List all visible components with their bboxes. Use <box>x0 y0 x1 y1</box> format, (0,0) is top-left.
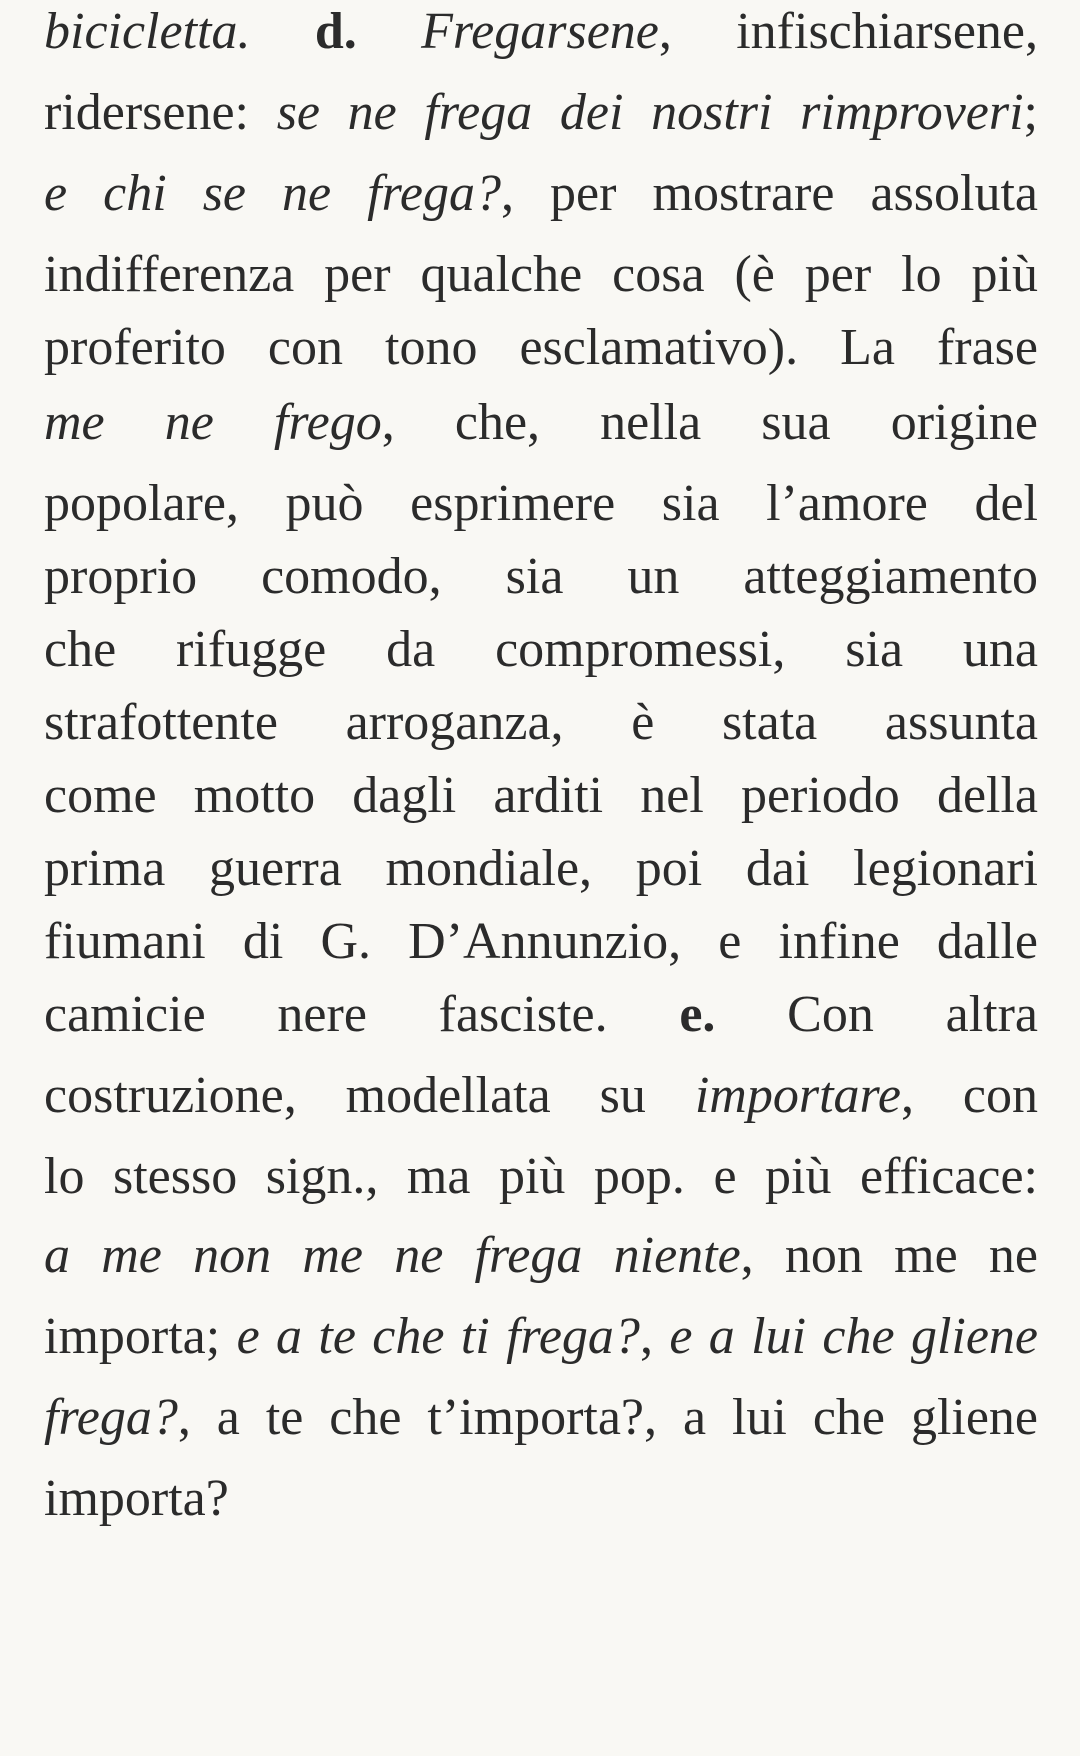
text-run: indifferenza per qualche cosa (è per lo più <box>44 246 1038 303</box>
text-run: ridersene: <box>44 84 277 141</box>
text-line <box>44 246 1038 303</box>
text-line <box>44 840 1038 897</box>
example-italic: e a te che ti frega? <box>236 1308 640 1365</box>
text-line <box>44 84 1038 141</box>
text-run: , <box>639 1308 670 1365</box>
example-italic: e a lui che gliene <box>669 1308 1038 1365</box>
text-run: camicie nere fasciste. <box>44 986 680 1043</box>
text-line <box>44 394 1038 451</box>
text-run: , infischiarsene, <box>658 3 1038 60</box>
example-italic: frega? <box>44 1389 178 1446</box>
text-line <box>44 475 1038 532</box>
sense-marker: d. <box>314 3 357 60</box>
example-italic: e chi se ne frega? <box>44 165 502 222</box>
text-run: prima guerra mondiale, poi dai legionari <box>44 840 1038 897</box>
text-run: , con <box>900 1067 1038 1124</box>
text-run: , che, nella sua origine <box>381 394 1038 451</box>
text-line <box>44 986 1038 1043</box>
text-run: importa? <box>44 1470 229 1527</box>
text-run: proferito con tono esclamativo). La frase <box>44 319 1038 376</box>
text-run <box>357 3 421 60</box>
text-run: Con altra <box>715 986 1038 1043</box>
text-line <box>44 694 1038 751</box>
text-run: ; <box>1023 84 1038 141</box>
text-line <box>44 1470 1038 1527</box>
example-italic: me ne frego <box>44 394 382 451</box>
headword-italic: Fregarsene <box>421 3 659 60</box>
example-italic: bicicletta. <box>44 3 251 60</box>
text-line <box>44 913 1038 970</box>
text-run: fiumani di G. D’Annunzio, e infine dalle <box>44 913 1038 970</box>
text-line <box>44 1389 1038 1446</box>
text-run: strafottente arroganza, è stata assunta <box>44 694 1038 751</box>
example-italic: se ne frega dei nostri rimproveri <box>276 84 1024 141</box>
text-run: , per mostrare assoluta <box>501 165 1038 222</box>
text-line <box>44 548 1038 605</box>
text-line <box>44 1227 1038 1284</box>
text-run: , a te che t’importa?, a lui che gliene <box>177 1389 1038 1446</box>
sense-marker: e. <box>679 986 716 1043</box>
text-run: che rifugge da compromessi, sia una <box>44 621 1038 678</box>
text-run <box>250 3 314 60</box>
text-run: , non me ne <box>740 1227 1038 1284</box>
text-run: lo stesso sign., ma più pop. e più efficace: <box>44 1148 1038 1205</box>
text-line <box>44 1067 1038 1124</box>
example-italic: importare <box>694 1067 901 1124</box>
text-run: come motto dagli arditi nel periodo della <box>44 767 1038 824</box>
text-line <box>44 1308 1038 1365</box>
text-line <box>44 767 1038 824</box>
example-italic: a me non me ne frega niente <box>44 1227 741 1284</box>
text-run: proprio comodo, sia un atteggiamento <box>44 548 1038 605</box>
text-run: costruzione, modellata su <box>44 1067 695 1124</box>
text-line <box>44 621 1038 678</box>
text-line <box>44 319 1038 376</box>
text-run: popolare, può esprimere sia l’amore del <box>44 475 1038 532</box>
text-line <box>44 1148 1038 1205</box>
text-line <box>44 3 1038 60</box>
text-line <box>44 165 1038 222</box>
text-run: importa; <box>44 1308 237 1365</box>
